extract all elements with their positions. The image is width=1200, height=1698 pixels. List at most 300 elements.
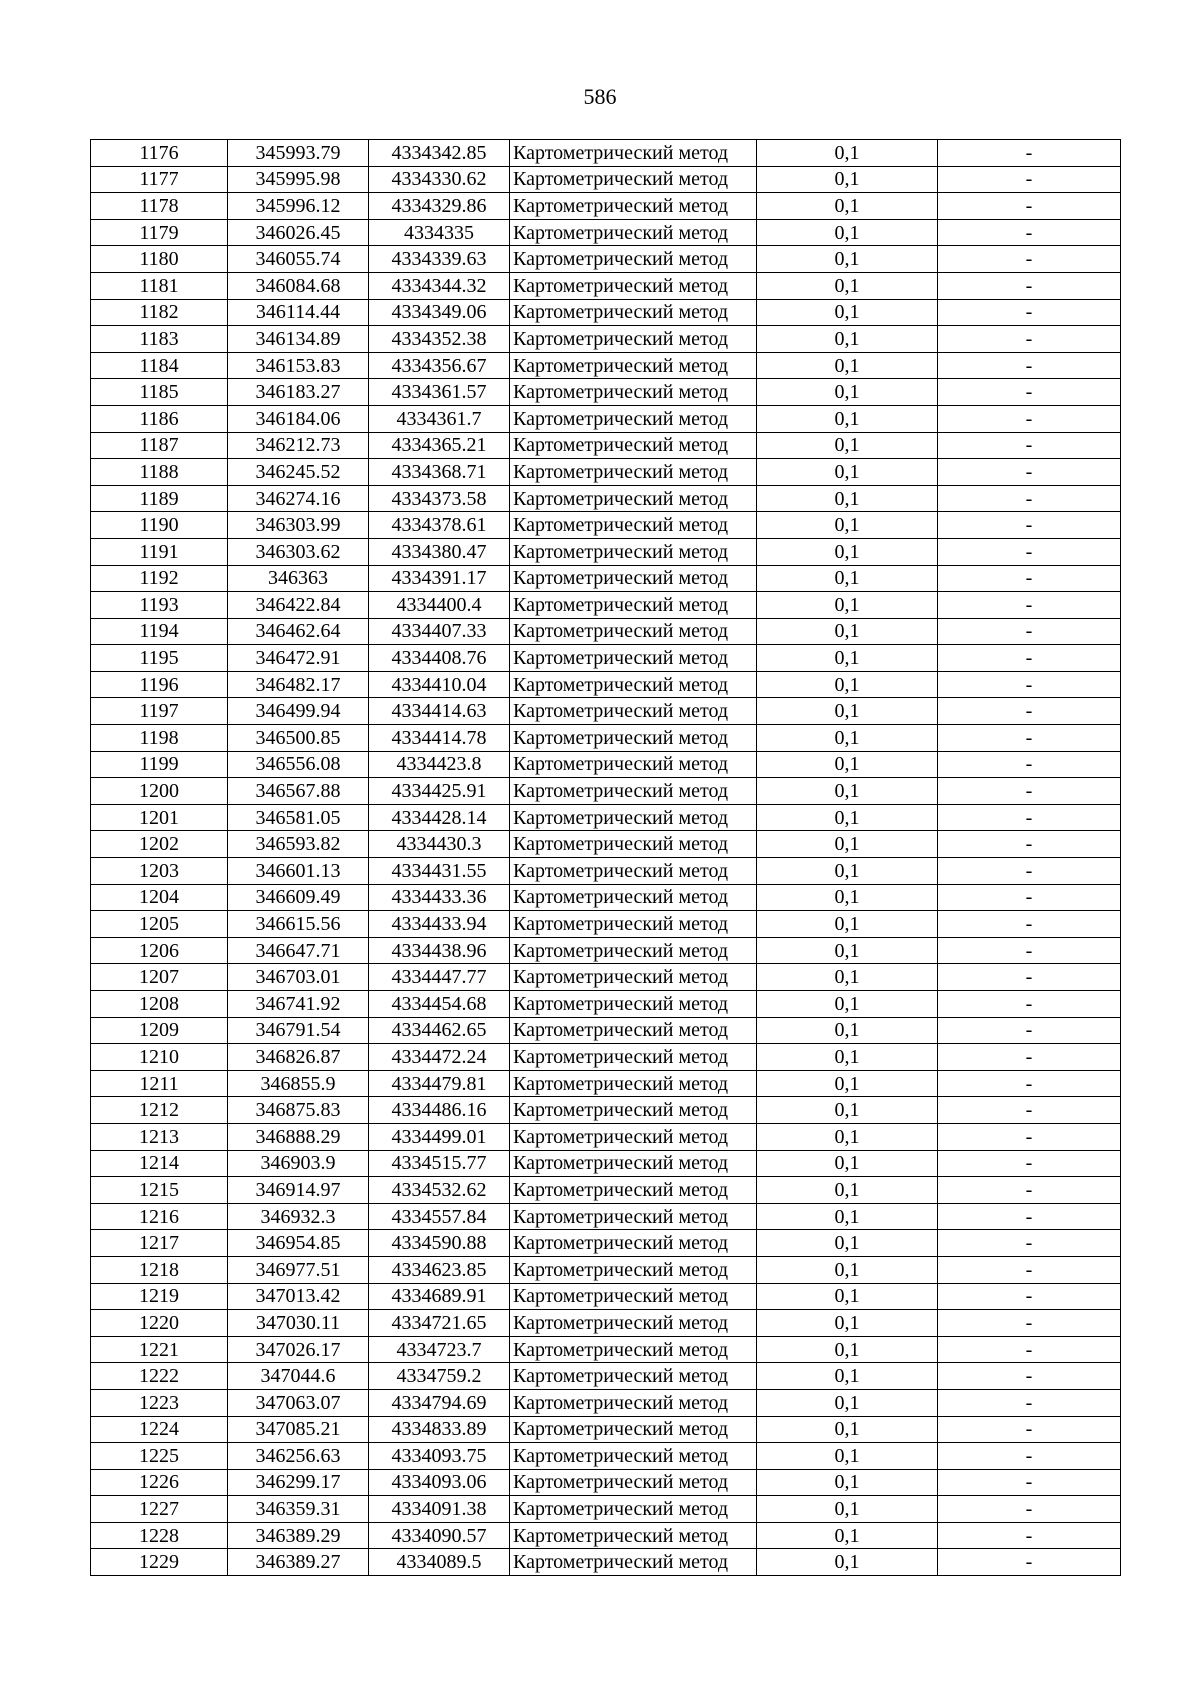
y-coordinate-cell: 4334378.61 <box>369 512 510 539</box>
method-cell: Картометрический метод <box>510 1496 757 1523</box>
note-cell: - <box>938 565 1121 592</box>
note-cell: - <box>938 1097 1121 1124</box>
x-coordinate-cell: 346026.45 <box>228 219 369 246</box>
accuracy-cell: 0,1 <box>757 618 938 645</box>
table-row <box>91 1496 1121 1523</box>
method-cell: Картометрический метод <box>510 352 757 379</box>
table-row <box>91 299 1121 326</box>
point-number-cell: 1189 <box>91 485 228 512</box>
note-cell: - <box>938 219 1121 246</box>
x-coordinate-cell: 346256.63 <box>228 1443 369 1470</box>
x-coordinate-cell: 346954.85 <box>228 1230 369 1257</box>
note-cell: - <box>938 352 1121 379</box>
table-row <box>91 1416 1121 1443</box>
point-number-cell: 1202 <box>91 831 228 858</box>
point-number-cell: 1194 <box>91 618 228 645</box>
accuracy-cell: 0,1 <box>757 1443 938 1470</box>
note-cell: - <box>938 140 1121 167</box>
x-coordinate-cell: 345993.79 <box>228 140 369 167</box>
note-cell: - <box>938 592 1121 619</box>
y-coordinate-cell: 4334433.36 <box>369 884 510 911</box>
method-cell: Картометрический метод <box>510 1017 757 1044</box>
note-cell: - <box>938 1310 1121 1337</box>
y-coordinate-cell: 4334428.14 <box>369 804 510 831</box>
accuracy-cell: 0,1 <box>757 1389 938 1416</box>
accuracy-cell: 0,1 <box>757 1336 938 1363</box>
y-coordinate-cell: 4334833.89 <box>369 1416 510 1443</box>
y-coordinate-cell: 4334368.71 <box>369 459 510 486</box>
note-cell: - <box>938 1283 1121 1310</box>
method-cell: Картометрический метод <box>510 565 757 592</box>
method-cell: Картометрический метод <box>510 405 757 432</box>
table-row <box>91 1230 1121 1257</box>
accuracy-cell: 0,1 <box>757 645 938 672</box>
accuracy-cell: 0,1 <box>757 405 938 432</box>
point-number-cell: 1186 <box>91 405 228 432</box>
table-row <box>91 698 1121 725</box>
note-cell: - <box>938 964 1121 991</box>
method-cell: Картометрический метод <box>510 911 757 938</box>
point-number-cell: 1218 <box>91 1256 228 1283</box>
x-coordinate-cell: 346826.87 <box>228 1044 369 1071</box>
method-cell: Картометрический метод <box>510 485 757 512</box>
y-coordinate-cell: 4334454.68 <box>369 991 510 1018</box>
x-coordinate-cell: 346359.31 <box>228 1496 369 1523</box>
table-row <box>91 512 1121 539</box>
y-coordinate-cell: 4334723.7 <box>369 1336 510 1363</box>
x-coordinate-cell: 346303.99 <box>228 512 369 539</box>
note-cell: - <box>938 1443 1121 1470</box>
table-row <box>91 592 1121 619</box>
note-cell: - <box>938 485 1121 512</box>
y-coordinate-cell: 4334623.85 <box>369 1256 510 1283</box>
x-coordinate-cell: 346609.49 <box>228 884 369 911</box>
x-coordinate-cell: 346114.44 <box>228 299 369 326</box>
table-row <box>91 804 1121 831</box>
y-coordinate-cell: 4334425.91 <box>369 778 510 805</box>
point-number-cell: 1212 <box>91 1097 228 1124</box>
y-coordinate-cell: 4334590.88 <box>369 1230 510 1257</box>
note-cell: - <box>938 1150 1121 1177</box>
y-coordinate-cell: 4334330.62 <box>369 166 510 193</box>
method-cell: Картометрический метод <box>510 645 757 672</box>
x-coordinate-cell: 346888.29 <box>228 1123 369 1150</box>
accuracy-cell: 0,1 <box>757 1469 938 1496</box>
note-cell: - <box>938 1389 1121 1416</box>
y-coordinate-cell: 4334089.5 <box>369 1549 510 1576</box>
x-coordinate-cell: 346914.97 <box>228 1177 369 1204</box>
y-coordinate-cell: 4334093.06 <box>369 1469 510 1496</box>
method-cell: Картометрический метод <box>510 538 757 565</box>
note-cell: - <box>938 698 1121 725</box>
x-coordinate-cell: 346299.17 <box>228 1469 369 1496</box>
method-cell: Картометрический метод <box>510 1283 757 1310</box>
y-coordinate-cell: 4334479.81 <box>369 1070 510 1097</box>
table-row <box>91 671 1121 698</box>
point-number-cell: 1206 <box>91 937 228 964</box>
x-coordinate-cell: 347026.17 <box>228 1336 369 1363</box>
point-number-cell: 1179 <box>91 219 228 246</box>
y-coordinate-cell: 4334365.21 <box>369 432 510 459</box>
x-coordinate-cell: 346615.56 <box>228 911 369 938</box>
coordinates-table <box>90 139 1121 1576</box>
method-cell: Картометрический метод <box>510 884 757 911</box>
accuracy-cell: 0,1 <box>757 565 938 592</box>
point-number-cell: 1190 <box>91 512 228 539</box>
note-cell: - <box>938 1469 1121 1496</box>
note-cell: - <box>938 512 1121 539</box>
accuracy-cell: 0,1 <box>757 1416 938 1443</box>
point-number-cell: 1195 <box>91 645 228 672</box>
table-row <box>91 352 1121 379</box>
y-coordinate-cell: 4334721.65 <box>369 1310 510 1337</box>
note-cell: - <box>938 911 1121 938</box>
table-row <box>91 1549 1121 1576</box>
x-coordinate-cell: 346903.9 <box>228 1150 369 1177</box>
table-row <box>91 884 1121 911</box>
accuracy-cell: 0,1 <box>757 485 938 512</box>
accuracy-cell: 0,1 <box>757 1549 938 1576</box>
method-cell: Картометрический метод <box>510 1549 757 1576</box>
point-number-cell: 1227 <box>91 1496 228 1523</box>
method-cell: Картометрический метод <box>510 299 757 326</box>
method-cell: Картометрический метод <box>510 219 757 246</box>
y-coordinate-cell: 4334462.65 <box>369 1017 510 1044</box>
y-coordinate-cell: 4334447.77 <box>369 964 510 991</box>
note-cell: - <box>938 166 1121 193</box>
x-coordinate-cell: 346245.52 <box>228 459 369 486</box>
y-coordinate-cell: 4334090.57 <box>369 1522 510 1549</box>
y-coordinate-cell: 4334410.04 <box>369 671 510 698</box>
point-number-cell: 1184 <box>91 352 228 379</box>
note-cell: - <box>938 1363 1121 1390</box>
accuracy-cell: 0,1 <box>757 884 938 911</box>
table-row <box>91 166 1121 193</box>
table-row <box>91 432 1121 459</box>
point-number-cell: 1211 <box>91 1070 228 1097</box>
note-cell: - <box>938 725 1121 752</box>
y-coordinate-cell: 4334352.38 <box>369 326 510 353</box>
table-body <box>91 140 1121 1576</box>
accuracy-cell: 0,1 <box>757 1522 938 1549</box>
accuracy-cell: 0,1 <box>757 671 938 698</box>
table-row <box>91 565 1121 592</box>
table-row <box>91 1044 1121 1071</box>
note-cell: - <box>938 1416 1121 1443</box>
table-row <box>91 911 1121 938</box>
note-cell: - <box>938 671 1121 698</box>
point-number-cell: 1216 <box>91 1203 228 1230</box>
y-coordinate-cell: 4334689.91 <box>369 1283 510 1310</box>
table-row <box>91 1443 1121 1470</box>
y-coordinate-cell: 4334759.2 <box>369 1363 510 1390</box>
accuracy-cell: 0,1 <box>757 831 938 858</box>
accuracy-cell: 0,1 <box>757 804 938 831</box>
method-cell: Картометрический метод <box>510 166 757 193</box>
x-coordinate-cell: 346055.74 <box>228 246 369 273</box>
x-coordinate-cell: 347063.07 <box>228 1389 369 1416</box>
y-coordinate-cell: 4334431.55 <box>369 858 510 885</box>
point-number-cell: 1219 <box>91 1283 228 1310</box>
table-row <box>91 485 1121 512</box>
x-coordinate-cell: 346791.54 <box>228 1017 369 1044</box>
note-cell: - <box>938 379 1121 406</box>
accuracy-cell: 0,1 <box>757 166 938 193</box>
point-number-cell: 1177 <box>91 166 228 193</box>
note-cell: - <box>938 1044 1121 1071</box>
method-cell: Картометрический метод <box>510 1389 757 1416</box>
y-coordinate-cell: 4334373.58 <box>369 485 510 512</box>
table-row <box>91 1389 1121 1416</box>
method-cell: Картометрический метод <box>510 1256 757 1283</box>
accuracy-cell: 0,1 <box>757 352 938 379</box>
x-coordinate-cell: 346084.68 <box>228 272 369 299</box>
method-cell: Картометрический метод <box>510 246 757 273</box>
point-number-cell: 1228 <box>91 1522 228 1549</box>
point-number-cell: 1203 <box>91 858 228 885</box>
y-coordinate-cell: 4334794.69 <box>369 1389 510 1416</box>
x-coordinate-cell: 346472.91 <box>228 645 369 672</box>
accuracy-cell: 0,1 <box>757 1310 938 1337</box>
x-coordinate-cell: 346593.82 <box>228 831 369 858</box>
point-number-cell: 1183 <box>91 326 228 353</box>
table-row <box>91 1336 1121 1363</box>
accuracy-cell: 0,1 <box>757 592 938 619</box>
x-coordinate-cell: 346581.05 <box>228 804 369 831</box>
accuracy-cell: 0,1 <box>757 1283 938 1310</box>
method-cell: Картометрический метод <box>510 326 757 353</box>
table-row <box>91 246 1121 273</box>
accuracy-cell: 0,1 <box>757 512 938 539</box>
point-number-cell: 1222 <box>91 1363 228 1390</box>
x-coordinate-cell: 346134.89 <box>228 326 369 353</box>
point-number-cell: 1223 <box>91 1389 228 1416</box>
point-number-cell: 1225 <box>91 1443 228 1470</box>
accuracy-cell: 0,1 <box>757 1177 938 1204</box>
method-cell: Картометрический метод <box>510 1416 757 1443</box>
point-number-cell: 1213 <box>91 1123 228 1150</box>
accuracy-cell: 0,1 <box>757 1070 938 1097</box>
x-coordinate-cell: 345995.98 <box>228 166 369 193</box>
note-cell: - <box>938 804 1121 831</box>
method-cell: Картометрический метод <box>510 592 757 619</box>
table-row <box>91 405 1121 432</box>
x-coordinate-cell: 346647.71 <box>228 937 369 964</box>
x-coordinate-cell: 346183.27 <box>228 379 369 406</box>
accuracy-cell: 0,1 <box>757 432 938 459</box>
method-cell: Картометрический метод <box>510 1203 757 1230</box>
y-coordinate-cell: 4334349.06 <box>369 299 510 326</box>
accuracy-cell: 0,1 <box>757 964 938 991</box>
method-cell: Картометрический метод <box>510 1522 757 1549</box>
table-row <box>91 937 1121 964</box>
table-row <box>91 645 1121 672</box>
table-row <box>91 1469 1121 1496</box>
point-number-cell: 1191 <box>91 538 228 565</box>
method-cell: Картометрический метод <box>510 1044 757 1071</box>
y-coordinate-cell: 4334400.4 <box>369 592 510 619</box>
y-coordinate-cell: 4334414.63 <box>369 698 510 725</box>
table-row <box>91 538 1121 565</box>
point-number-cell: 1221 <box>91 1336 228 1363</box>
note-cell: - <box>938 778 1121 805</box>
method-cell: Картометрический метод <box>510 459 757 486</box>
table-row <box>91 1256 1121 1283</box>
method-cell: Картометрический метод <box>510 671 757 698</box>
y-coordinate-cell: 4334329.86 <box>369 193 510 220</box>
note-cell: - <box>938 884 1121 911</box>
x-coordinate-cell: 346482.17 <box>228 671 369 698</box>
method-cell: Картометрический метод <box>510 831 757 858</box>
y-coordinate-cell: 4334486.16 <box>369 1097 510 1124</box>
table-row <box>91 725 1121 752</box>
y-coordinate-cell: 4334344.32 <box>369 272 510 299</box>
y-coordinate-cell: 4334423.8 <box>369 751 510 778</box>
point-number-cell: 1188 <box>91 459 228 486</box>
y-coordinate-cell: 4334407.33 <box>369 618 510 645</box>
point-number-cell: 1182 <box>91 299 228 326</box>
accuracy-cell: 0,1 <box>757 911 938 938</box>
y-coordinate-cell: 4334391.17 <box>369 565 510 592</box>
note-cell: - <box>938 1496 1121 1523</box>
y-coordinate-cell: 4334356.67 <box>369 352 510 379</box>
note-cell: - <box>938 1177 1121 1204</box>
accuracy-cell: 0,1 <box>757 1203 938 1230</box>
table-row <box>91 1177 1121 1204</box>
table-row <box>91 379 1121 406</box>
note-cell: - <box>938 1522 1121 1549</box>
y-coordinate-cell: 4334557.84 <box>369 1203 510 1230</box>
point-number-cell: 1220 <box>91 1310 228 1337</box>
note-cell: - <box>938 432 1121 459</box>
table-row <box>91 272 1121 299</box>
method-cell: Картометрический метод <box>510 937 757 964</box>
y-coordinate-cell: 4334091.38 <box>369 1496 510 1523</box>
point-number-cell: 1224 <box>91 1416 228 1443</box>
accuracy-cell: 0,1 <box>757 1123 938 1150</box>
point-number-cell: 1205 <box>91 911 228 938</box>
x-coordinate-cell: 346153.83 <box>228 352 369 379</box>
method-cell: Картометрический метод <box>510 964 757 991</box>
point-number-cell: 1196 <box>91 671 228 698</box>
accuracy-cell: 0,1 <box>757 698 938 725</box>
table-row <box>91 1070 1121 1097</box>
accuracy-cell: 0,1 <box>757 272 938 299</box>
table-row <box>91 1310 1121 1337</box>
accuracy-cell: 0,1 <box>757 937 938 964</box>
note-cell: - <box>938 858 1121 885</box>
note-cell: - <box>938 991 1121 1018</box>
accuracy-cell: 0,1 <box>757 326 938 353</box>
point-number-cell: 1210 <box>91 1044 228 1071</box>
method-cell: Картометрический метод <box>510 858 757 885</box>
note-cell: - <box>938 272 1121 299</box>
point-number-cell: 1192 <box>91 565 228 592</box>
y-coordinate-cell: 4334515.77 <box>369 1150 510 1177</box>
page-number: 586 <box>583 84 617 109</box>
point-number-cell: 1201 <box>91 804 228 831</box>
x-coordinate-cell: 346875.83 <box>228 1097 369 1124</box>
note-cell: - <box>938 459 1121 486</box>
note-cell: - <box>938 246 1121 273</box>
accuracy-cell: 0,1 <box>757 379 938 406</box>
method-cell: Картометрический метод <box>510 1150 757 1177</box>
table-row <box>91 1123 1121 1150</box>
point-number-cell: 1200 <box>91 778 228 805</box>
accuracy-cell: 0,1 <box>757 1256 938 1283</box>
x-coordinate-cell: 345996.12 <box>228 193 369 220</box>
method-cell: Картометрический метод <box>510 1070 757 1097</box>
accuracy-cell: 0,1 <box>757 219 938 246</box>
y-coordinate-cell: 4334433.94 <box>369 911 510 938</box>
note-cell: - <box>938 1017 1121 1044</box>
method-cell: Картометрический метод <box>510 1336 757 1363</box>
accuracy-cell: 0,1 <box>757 991 938 1018</box>
method-cell: Картометрический метод <box>510 140 757 167</box>
method-cell: Картометрический метод <box>510 193 757 220</box>
x-coordinate-cell: 346703.01 <box>228 964 369 991</box>
table-row <box>91 219 1121 246</box>
note-cell: - <box>938 645 1121 672</box>
accuracy-cell: 0,1 <box>757 246 938 273</box>
point-number-cell: 1176 <box>91 140 228 167</box>
table-row <box>91 1203 1121 1230</box>
x-coordinate-cell: 346601.13 <box>228 858 369 885</box>
accuracy-cell: 0,1 <box>757 778 938 805</box>
point-number-cell: 1187 <box>91 432 228 459</box>
accuracy-cell: 0,1 <box>757 1044 938 1071</box>
accuracy-cell: 0,1 <box>757 1017 938 1044</box>
x-coordinate-cell: 347044.6 <box>228 1363 369 1390</box>
method-cell: Картометрический метод <box>510 1230 757 1257</box>
method-cell: Картометрический метод <box>510 725 757 752</box>
note-cell: - <box>938 193 1121 220</box>
x-coordinate-cell: 346389.29 <box>228 1522 369 1549</box>
y-coordinate-cell: 4334342.85 <box>369 140 510 167</box>
method-cell: Картометрический метод <box>510 991 757 1018</box>
table-row <box>91 1283 1121 1310</box>
point-number-cell: 1214 <box>91 1150 228 1177</box>
method-cell: Картометрический метод <box>510 804 757 831</box>
accuracy-cell: 0,1 <box>757 459 938 486</box>
x-coordinate-cell: 347030.11 <box>228 1310 369 1337</box>
x-coordinate-cell: 346184.06 <box>228 405 369 432</box>
table-row <box>91 140 1121 167</box>
point-number-cell: 1207 <box>91 964 228 991</box>
y-coordinate-cell: 4334408.76 <box>369 645 510 672</box>
note-cell: - <box>938 751 1121 778</box>
table-row <box>91 1097 1121 1124</box>
note-cell: - <box>938 937 1121 964</box>
accuracy-cell: 0,1 <box>757 1150 938 1177</box>
note-cell: - <box>938 1070 1121 1097</box>
method-cell: Картометрический метод <box>510 1123 757 1150</box>
y-coordinate-cell: 4334414.78 <box>369 725 510 752</box>
y-coordinate-cell: 4334430.3 <box>369 831 510 858</box>
accuracy-cell: 0,1 <box>757 140 938 167</box>
note-cell: - <box>938 618 1121 645</box>
method-cell: Картометрический метод <box>510 1443 757 1470</box>
method-cell: Картометрический метод <box>510 379 757 406</box>
x-coordinate-cell: 346500.85 <box>228 725 369 752</box>
method-cell: Картометрический метод <box>510 698 757 725</box>
table-row <box>91 778 1121 805</box>
note-cell: - <box>938 1230 1121 1257</box>
method-cell: Картометрический метод <box>510 1363 757 1390</box>
point-number-cell: 1208 <box>91 991 228 1018</box>
x-coordinate-cell: 346389.27 <box>228 1549 369 1576</box>
point-number-cell: 1229 <box>91 1549 228 1576</box>
